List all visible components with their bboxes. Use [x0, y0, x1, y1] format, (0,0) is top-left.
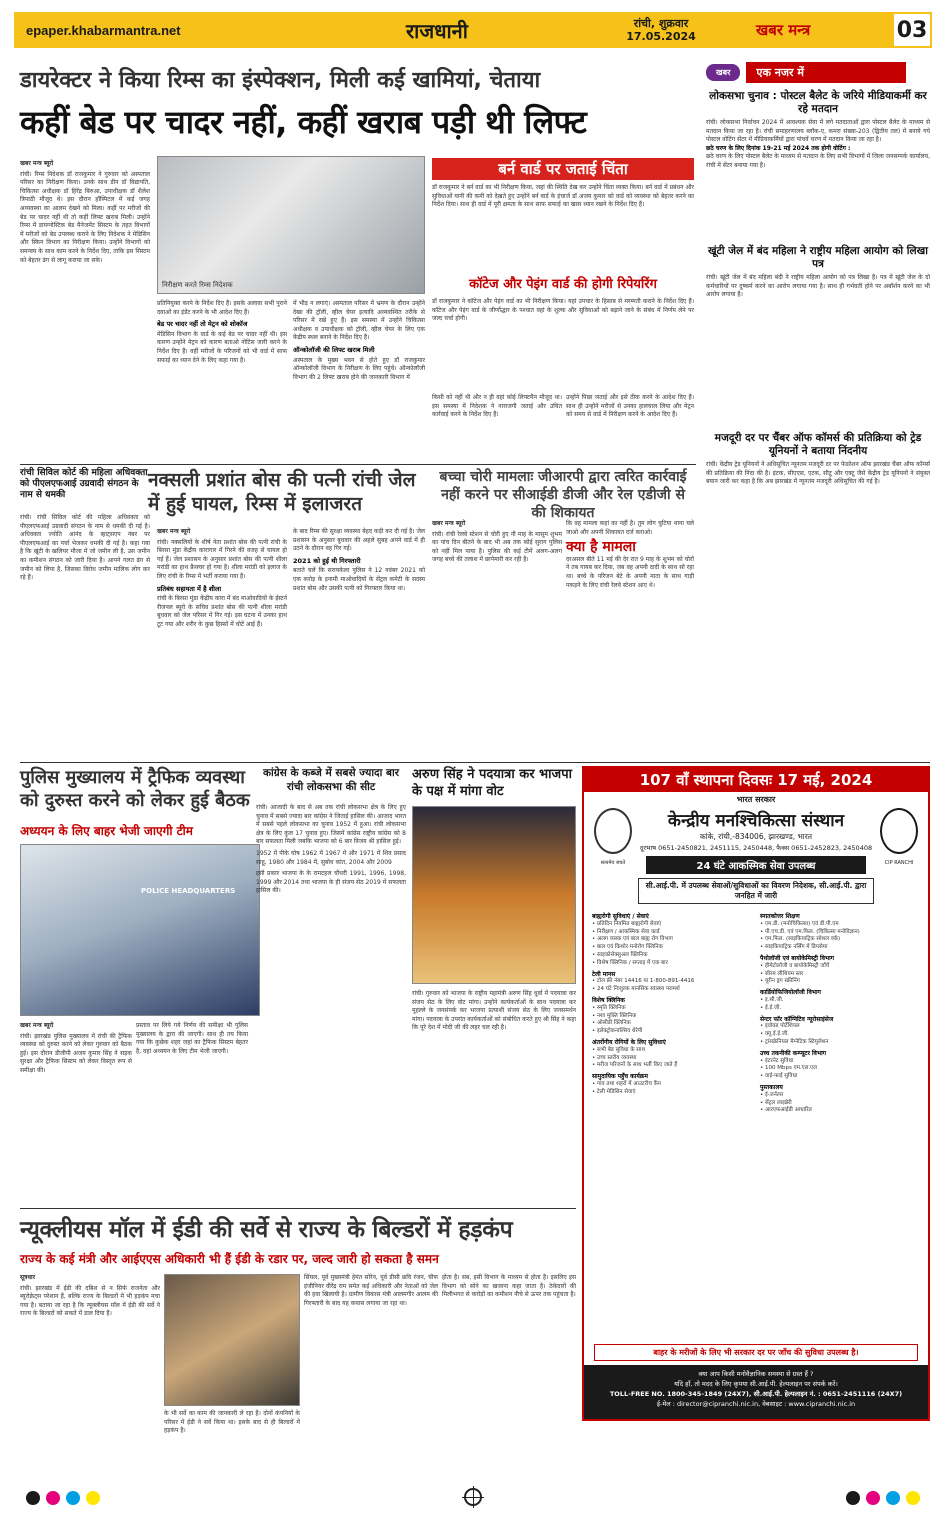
ad-foundation-day: 107 वाँ स्थापना दिवसः 17 मई, 2024	[584, 768, 928, 792]
cip-advertisement	[582, 766, 930, 1421]
kya-hai-mamla-title: क्या है मामला	[566, 539, 636, 556]
black-dot	[26, 1491, 40, 1505]
ad-list-item: • इलेक्ट्रोकन्वल्सिव थेरेपी	[592, 1028, 643, 1035]
lead-col3	[293, 300, 425, 462]
khabar-pill: खबर	[706, 64, 740, 81]
divider	[20, 464, 696, 465]
ad-list-item: • इ.सी.जी.	[760, 996, 784, 1003]
lead-photo-caption: निरीक्षण करते रिम्स निदेशक	[162, 281, 233, 289]
postal-ballot-headline: लोकसभा चुनाव : पोस्टल बैलेट के जरिये मीडियाकर्मी कर रहे मतदान	[709, 90, 927, 115]
lead-col3-subhead: ऑन्कोलॉजी की लिफ्ट खराब मिली	[293, 345, 375, 354]
ad-list-item: • 24 घंटे निःशुल्क मानसिक स्वास्थ्य परामर्श	[592, 986, 680, 993]
civil-court-headline: रांची सिविल कोर्ट की महिला अधिवक्ता को पीएलएफआई उग्रवादी संगठन के नाम से धमकी	[20, 468, 148, 500]
burn-ward-banner: बर्न वार्ड पर जताई चिंता	[432, 158, 694, 180]
ad-section-heading: अंतर्रोगीय रोगियों के लिए सुविधाएं	[592, 1038, 666, 1046]
ad-section-heading: स्नातकोत्तर शिक्षण	[760, 913, 800, 920]
kya-hai-mamla-body: दरअसल बीते 11 मई की देर रात 9 माह के शुभम को चोरों ने तब गायब कर दिया, जब वह अपनी दादी के साथ सो रहा था। बच्चे के परिजन बेटे के अपनी माता के साथ गाड़ी पकड़ने के लिए रांची रेलवे स्टेशन आए थे।	[566, 555, 694, 589]
ad-list-item: • ओसीडी क्लिनिक	[592, 1020, 631, 1027]
ad-phone: दूरभाष 0651-2450821, 2451115, 2450448, फैक्स 0651-2452823, 2450408	[639, 844, 873, 852]
postal-ballot-body	[706, 119, 930, 237]
ek-nazar-strip	[706, 62, 930, 82]
ad-list-item: • प्रतिदिन नियमित बाह्यरोगी सेवाएं	[592, 920, 662, 927]
right-column	[706, 86, 930, 762]
ad-list-item: • क्यू.ई.ई.जी.	[760, 1031, 790, 1038]
ad-list-item: • स्मृति क्लिनिक	[592, 1004, 626, 1011]
burn-ward-body: डॉ राजकुमार ने बर्न वार्ड का भी निरीक्षण किया, जहां की स्थिति देख कर उन्होंने चिंता व्यक्त किया। बर्न वार्ड में प्रबंधन और सुविधाओं यानी की कमी को देखते हुए उन्होंने बर्न वार्ड के इंचार्ज डॉ अजय कुमार को वार्ड को व्यवस्था को बेहतर करने का निर्देश दिया। साथ ही वार्ड में पूरी क्षमता के साथ साफ सफाई का खास ध्यान रखने के निर्देश दिए हैं।	[432, 184, 694, 209]
postal-ballot-text: रांची। लोकसभा निर्वाचन 2024 में आवश्यक सेवा में लगे मतदाताओं द्वारा पोस्टल बैलेट के माध्यम से मतदान किया जा रहा है। रांची समाहरणालय ब्लॉक-ए, कमरा संख्या-203 (द्वितीय तल) में बनाये गये पोस्टल वोटिंग सेंटर में मीडियाकर्मियों द्वारा पांचवें चरण में मतदान किया जा रहा है।	[706, 119, 930, 144]
ad-col-left	[592, 910, 752, 1115]
black-dot	[846, 1491, 860, 1505]
brand-logo: खबर मन्त्र	[756, 21, 811, 39]
cyan-dot	[66, 1491, 80, 1505]
lead-col2-body: मेडिसिन विभाग के वार्ड के कई बेड पर चादर नहीं थी। इस कारण उन्होंने मेट्रन को कारण बताओ नोटिस जारी करने के निर्देश दिए हैं। वहीं मरीजों के परिजनों को भी वार्ड में साफ सफाई का ध्यान देने के लिए कहा गया है।	[157, 330, 287, 364]
congress-headline: कांग्रेस के कब्जे में सबसे ज्यादा बार रांची लोकसभा की सीट	[262, 767, 399, 793]
ad-list-item: • पी.एच.डी. एवं एम.फिल. (चिकित्सा मनोविज्ञान)	[760, 928, 860, 935]
arun-singh-headline: अरुण सिंह ने पदयात्रा कर भाजपा के पक्ष में मांगा वोट	[412, 767, 572, 799]
naxal-byline: खबर मन्त्र ब्यूरो	[157, 528, 191, 535]
congress-text: रांची। आजादी के बाद से अब तक रांची लोकसभा क्षेत्र के लिए हुए चुनाव में सबसे ज्यादा बार कांग्रेस ने जिताई हासिल की। आजाद भारत में सबसे पहले लोकसभा का चुनाव 1952 में हुआ। रांची लोकसभा क्षेत्र के लिए कुल 17 चुनाव हुए। जिसमें कांग्रेस राष्ट्रीय कांग्रेस को 8 बार सफलता मिली जबकि भाजपा को 6 बार विजय श्री हासिल हुई।	[256, 804, 406, 846]
lead-col1	[20, 160, 150, 460]
traffic-subheadline: अध्ययन के लिए बाहर भेजी जाएगी टीम	[20, 824, 193, 838]
lead-byline: खबर मन्त्र ब्यूरो	[20, 160, 54, 167]
child-theft-col2-text: कि वह मामला कहां का नहीं है। तुम लोग चुटिया थाना चले जाओ और अपनी शिकायत दर्ज कराओ।	[566, 520, 694, 536]
rims-inspection-photo	[157, 156, 425, 294]
ad-section-heading: विशेष क्लिनिक	[592, 996, 625, 1004]
magenta-dot	[866, 1491, 880, 1505]
ad-col-right	[760, 910, 920, 1115]
traffic-byline: खबर मन्त्र ब्यूरो	[20, 1022, 54, 1029]
traffic-meeting-photo	[20, 844, 260, 1016]
ad-list-item: • मरीज परिजनों के साथ भर्ती किए जाते हैं	[592, 1062, 678, 1069]
cyan-dot	[886, 1491, 900, 1505]
postal-ballot-text2: छठे चरण के लिए पोस्टल बैलेट के माध्यम से मतदान के लिए सभी विभागों में जिला जनसम्पर्क कार्यालय, रांची में सेंटर बनाया गया है।	[706, 153, 930, 169]
ad-footer-2: यदि हाँ, तो मदद के लिए कृपया सी.आई.पी. हेल्पलाइन पर संपर्क करें।	[674, 1380, 838, 1388]
ad-footer-4[interactable]: ई-मेल : director@cipranchi.nic.in, वेबसाइट : www.cipranchi.nic.in	[656, 1400, 856, 1408]
ad-section-heading: कार्डियोफिजियोलॉजी विभाग	[760, 989, 821, 997]
child-theft-body: रांची। रांची रेलवे स्टेशन से चोरी हुए नौ माह के मासूम शुभम का पांच दिन बीतने के बाद भी अब तक कोई सुराग पुलिस को नहीं मिल पाया है। पुलिस की कई टीमें अलग-अलग जगह बच्चे की तलाश में छापेमारी कर रही है।	[432, 530, 562, 564]
trade-union-body: रांची। केंद्रीय ट्रेड यूनियनों ने अधिसूचित न्यूनतम मजदूरी दर पर फेडरेशन ऑफ झारखंड चैंबर ऑफ कॉमर्स की प्रतिक्रिया की निंदा की है। इंटक, सीएएस, एटक, सीटू और एक्टू जैसे केंद्रीय ट्रेड यूनियनों ने संयुक्त बयान जारी कर कहा है कि अब झारखंड में न्यूनतम मजदूरी अधिसूचित की गई है।	[706, 461, 930, 486]
ad-list-item: • टोल फ्री नंबर 14416 या 1-800-891-4416	[592, 978, 695, 985]
ad-list-item: • हीमेटोलॉजी व बायोकेमिस्ट्री जाँचें	[760, 962, 830, 969]
ad-address: कांके, रांची,-834006, झारखण्ड, भारत	[699, 832, 813, 841]
ad-list-item: • विशेष क्लिनिक / सप्ताह में एक बार	[592, 959, 668, 966]
ed-subheadline: राज्य के कई मंत्री और आईएएस अधिकारी भी हैं ईडी के रडार पर, जल्द जारी हो सकता है समन	[20, 1252, 439, 1266]
naxal-col3-subhead: 2021 को हुई थी गिरफ्तारी	[293, 556, 361, 565]
ad-list-item: • ट्रांसक्रेनियल मैग्नेटिक स्टिमुलेशन	[760, 1038, 829, 1045]
ad-footer-1: क्या आप किसी मनोवैज्ञानिक समस्या से ग्रस्त हैं ?	[698, 1370, 814, 1378]
ad-list-item: • साइकोसेक्सुअल क्लिनिक	[592, 951, 648, 958]
congress-body	[256, 804, 406, 1202]
lead-headline: कहीं बेड पर चादर नहीं, कहीं खराब पड़ी थी लिफ्ट	[20, 103, 587, 141]
ed-col1	[20, 1274, 160, 1482]
ad-list-item: • गांव तथा शहरों में आउटरीच कैंप	[592, 1080, 661, 1087]
congress-text2: इसी प्रकार भाजपा के के रामटहल चौधरी 1991, 1996, 1998, 1999 और 2014 तथा भाजपा के ही संजय सेठ 2019 में सफलता हासिल की।	[256, 870, 406, 895]
lead-col3-body: अस्पताल के मुख्य भवन से होते हुए डॉ राजकुमार ऑन्कोलॉजी विभाग के निरीक्षण के लिए पहुंचे। ऑन्कोलॉजी विभाग की 2 लिफ्ट खराब होने की जानकारी विभाग में	[293, 356, 425, 381]
child-theft-headline: बच्चा चोरी मामलाः जीआरपी द्वारा त्वरित कार्रवाई नहीं करने पर सीआईडी डीजी और रेल एडीजी से की शिकायत	[439, 469, 687, 521]
naxal-body: रांची। नक्सलियों के शीर्ष नेता प्रशांत बोस की पत्नी रांची के बिरसा मुंडा केंद्रीय कारागार में गिरने की वजह से घायल हो गई हैं। जेल प्रशासन के अनुसार प्रशांत बोस की पत्नी शीला मरांडी का हाथ फ्रैक्चर हो गया है। शीला मरांडी को इलाज के लिए रांची के रिम्स में भर्ती कराया गया है।	[157, 538, 287, 580]
cottage-headline: कॉटेज और पेइंग वार्ड की होगी रिपेयरिंग	[469, 277, 657, 292]
emblem-label: सत्यमेव जयते	[600, 860, 626, 866]
naxal-col3-body: बताते चलें कि सरायकेला पुलिस ने 12 नवंबर 2021 को एक करोड़ के इनामी माओवादियों के सेंट्रल कमेटी के सदस्य प्रशांत बोस और उसकी पत्नी को गिरफ्तार किया था।	[293, 567, 425, 592]
lead-col2	[157, 300, 287, 462]
ed-col5: के भी सर्वे का काम की जानकारी ले रहा है। दोनों कंपनियों के परिसर में ईडी ने सर्वे किया था। इसके बाद से ही बिल्डरों में हड़कंप है।	[164, 1410, 300, 1435]
child-theft-byline: खबर मन्त्र ब्यूरो	[432, 520, 466, 527]
naxal-headline: नक्सली प्रशांत बोस की पत्नी रांची जेल में हुई घायल, रिम्स में इलाजरत	[148, 469, 416, 515]
ed-byline: सूत्रधार	[20, 1274, 36, 1281]
ad-list-item: • सीरम लीथियम स्तर	[760, 970, 804, 977]
ad-section-heading: सेन्टर फॉर कॉग्निटिव न्यूरोसाइंसेज	[760, 1015, 834, 1023]
ad-section-heading: टेली मानस	[592, 970, 616, 978]
padyatra-photo	[412, 806, 576, 984]
ad-section-heading: पैथोलॉजी एवं बायोकेमिस्ट्री विभाग	[760, 954, 835, 962]
naxal-body2: रांची के बिरसा मुंडा केंद्रीय कारा में बंद माओवादियों के ईस्टर्न रीजनल ब्यूरो के सचिव प्रशांत बोस की पत्नी शीला मरांडी बुधवार को जेल परिसर में गिर गई। इस घटना में उनका हाथ टूट गया और शरीर के कुछ हिस्सों में चोटें आई हैं।	[157, 595, 287, 628]
ad-org: केन्द्रीय मनश्चिकित्सा संस्थान	[667, 811, 845, 831]
ad-list-item: • ई-जर्नल्स	[760, 1091, 784, 1098]
ad-columns	[584, 904, 928, 1121]
civil-court-body: रांची। रांची सिविल कोर्ट की महिला अधिवक्ता को पीएलएफआई उग्रवादी संगठन के नाम से धमकी दी गई है। अधिवक्ता ज्योति आनंद के व्हाट्सएप नंबर पर पीएलएफआई का पर्चा भेजकर धमकी दी गई है। कहा गया है कि खूंटी के खलियर मौजा में जो जमीन ली है, उस जमीन का कमीशन संगठन को जारी दिया है। आपने गलत ढंग से जमीन को लिया है, जिसका विरोध जमीन मालिक लोग कर रहे हैं।	[20, 514, 150, 582]
naxal-col3: के बाद रिम्स की सुरक्षा व्यवस्था बेहद कड़ी कर दी गई है। जेल प्रशासन के अनुसार बुधवार की अहले सुबह अपने वार्ड में ही उठने के दौरान वह गिर गई।	[293, 528, 425, 553]
ek-nazar-label: एक नजर में	[746, 62, 906, 83]
traffic-col2: प्रस्ताव पर लिये गये निर्णय की समीक्षा भी पुलिस मुख्यालय के द्वारा की जाएगी। साथ ही तय किया गया कि कुछेक शहर जहां का ट्रैफिक सिस्टम बेहतर है, वहां अध्ययन के लिए टीम भेजी जाएगी।	[136, 1022, 248, 1055]
cottage-col-b: उन्होंने पिछा जताई और इसे ठीक करने के आदेश दिए हैं। साथ ही उन्होंने मरीजों से उनका हालचाल लिया और मेट्रन को समय से वार्ड में निरीक्षण करने के आदेश दिए हैं।	[566, 394, 694, 419]
ad-section-heading: बाह्यरोगी सुविधाएं / सेवाएं	[592, 913, 649, 920]
ad-list-item: • साइकियाट्रिक नर्सिंग में डिप्लोमा	[760, 944, 828, 951]
ad-list-item: • ई.ई.जी.	[760, 1004, 782, 1011]
ad-list-item: • एम.डी. (मनोचिकित्सा) एवं डी.पी.एम	[760, 920, 839, 927]
lead-col2-text: प्रतिनियुक्त करने के निर्देश दिए हैं। इसके अलावा सभी पुराने दवाओं का इंडेंट करने के भी आदेश दिए हैं।	[157, 300, 287, 316]
ed-col3: सिंघल, पूर्व मुख्यमंत्री हेमंत सोरेन, पूर्व डीसी छवि रंजन, चीफ इंजीनियर वीरेंद्र राम समेत कई अधिकारी और नेताओं को जेल की हवा खिलायी है। ग्रामीण विकास मंत्री आलमगीर आलम की गिरफ्तारी के बाद यह कयास लगाया जा रहा था।	[304, 1274, 438, 1307]
crosshair-icon	[464, 1488, 482, 1506]
cottage-col-a: किसी को नहीं थी और न ही वहां कोई लिफ्टमैन मौजूद था। इस समस्या में निदेशक ने नाराजगी जताई और उचित कार्रवाई करने के निर्देश दिए हैं।	[432, 394, 562, 419]
lead-col3-text: में भीड़ न लगाएं। अस्पताल परिसर में भ्रमण के दौरान उन्होंने देखा की ट्रॉली, व्हील चेयर इत्यादि अव्यवस्थित तरीके से परिसर में रखे हुए हैं। इस समस्या में उन्होंने चिकित्सा अधीक्षक व उपाधीक्षक को ट्रॉली, व्हील चेयर के लिए एक केंद्रीय स्थल बनाने के निर्देश दिए हैं।	[293, 300, 425, 342]
lead-kicker: डायरेक्टर ने किया रिम्स का इंस्पेक्शन, मिली कई खामियां, चेताया	[20, 68, 541, 93]
ad-section-heading: पुस्तकालय	[760, 1083, 783, 1091]
congress-years: 1952 में पीके घोष 1962 में 1967 में और 1971 में शिव प्रसाद साहू, 1980 और 1984 में, सुबोध कांत, 2004 और 2009	[256, 849, 406, 866]
trade-union-headline: मजदूरी दर पर चैंबर ऑफ कॉमर्स की प्रतिक्रिया को ट्रेड यूनियनों ने बताया निंदनीय	[714, 432, 922, 457]
page-number: 03	[892, 12, 932, 48]
khunti-jail-body: रांची। खूंटी जेल में बंद महिला बंदी ने राष्ट्रीय महिला आयोग को पत्र लिखा है। पत्र में खूंटी जेल के दो कर्मचारियों पर दुष्कर्म करने का आरोप लगाया गया है। साथ ही गर्भवती होने पर अबॉर्शन करने का भी आरोप लगाया है।	[706, 274, 930, 299]
ad-list-item: • निरीक्षण / आकस्मिक सेवा कार्ड	[592, 928, 660, 935]
magenta-dot	[46, 1491, 60, 1505]
naxal-col2	[293, 528, 425, 758]
ad-emergency: 24 घंटे आकस्मिक सेवा उपलब्ध	[646, 856, 866, 874]
naxal-col1	[157, 528, 287, 758]
yellow-dot	[86, 1491, 100, 1505]
site-url[interactable]: epaper.khabarmantra.net	[26, 22, 181, 38]
khunti-jail-headline: खूंटी जेल में बंद महिला ने राष्ट्रीय महिला आयोग को लिखा पत्र	[708, 245, 928, 270]
ad-section-heading: उच्च तकनीकी कम्प्यूटर विभाग	[760, 1049, 827, 1057]
date-block	[606, 17, 716, 43]
ad-list-item: • आरएफआईडी आधारित	[760, 1107, 812, 1114]
naxal-subhead: प्रतिबंध सहायता में है शीला	[157, 584, 222, 593]
ad-list-item: • बाल एवं किशोर मनोरोग क्लिनिक	[592, 944, 663, 951]
ad-list-item: • यूरीन ड्रग स्क्रीनिंग	[760, 978, 800, 985]
ed-body: रांची। झारखंड में ईडी की दबिश से न सिर्फ राजनेता और ब्यूरोक्रेट्स परेशान हैं, बल्कि राज्य के बिल्डरों में भी हड़कंप मचा गया है। बताया जा रहा है कि न्यूक्लीयस मॉल में ईडी की सर्वे ने राज्य के बिल्डरों को सकते में डाल दिया है।	[20, 1284, 160, 1318]
national-emblem-icon	[594, 808, 632, 866]
traffic-body: रांची। झारखंड पुलिस मुख्यालय में रांची की ट्रैफिक व्यवस्था को दुरुस्त करने को लेकर गुरुवार को बैठक हुई। इस दौरान डीजीपी अजय कुमार सिंह ने सड़क सुरक्षा और ट्रैफिक सिस्टम को लेकर विस्तृत रूप से समीक्षा की।	[20, 1032, 132, 1074]
ad-footer-3[interactable]: TOLL-FREE NO. 1800-345-1849 (24X7), सी.आई.पी. हेल्पलाइन नं. : 0651-2451116 (24X7)	[609, 1390, 903, 1398]
ad-list-item: • नशा मुक्ति क्लिनिक	[592, 1012, 637, 1019]
traffic-photo-caption: POLICE HEADQUARTERS	[141, 887, 236, 895]
ad-list-item: • अलग व्यस्क एवं बाल बाह्य रोग विभाग	[592, 936, 673, 943]
section-name: राजधानी	[406, 18, 468, 43]
ad-list-item: • इवोक्ड पोटेंशियल	[760, 1023, 800, 1030]
traffic-headline: पुलिस मुख्यालय में ट्रैफिक व्यवस्था को दुरुस्त करने को लेकर हुई बैठक	[20, 767, 250, 811]
ad-services: सी.आई.पी. में उपलब्ध सेवाओं/सुविधाओं का विवरण निदेशक, सी.आई.पी. द्वारा जनहित में जारी	[638, 878, 874, 904]
lead-col2-subhead: बेड पर चादर नहीं तो मेट्रन को शोकॉज	[157, 320, 248, 329]
child-theft-col1	[432, 520, 562, 758]
ad-footer	[584, 1365, 928, 1419]
ad-gov: भारत सरकार	[736, 795, 776, 804]
ad-list-item: • टेली मेडिसिन सेवाएं	[592, 1088, 636, 1095]
lead-body: रांची। रिम्स निदेशक डॉ राजकुमार ने गुरुवार को अस्पताल परिसर का निरीक्षण किया। उनके साथ डीन डॉ विद्यापति, चिकित्सा अधीक्षक डॉ हिरेंद्र बिरुआ, उपाधीक्षक डॉ शैलेश त्रिपाठी मौजूद थे। इस दौरान हॉस्पिटल में कई जगह अव्यवस्था का आलम देखने को मिला। कहीं पर मरीजों की बेड पर चादर नहीं थी तो कहीं लिफ्ट खराब मिली। उन्होंने रिम्स में डायग्नोस्टिक बेड मैनेजमेंट सिस्टम के तहत विभागों में मरीजों को बेड उपलब्ध कराने के लिए निदेशक ने मेडिसिन और स्किन विभाग का निरीक्षण किया। उन्होंने विभागों को समन्वय के साथ काम करने के निर्देश दिए, ताकि इस सिस्टम को बेहतर ढंग से लागू कराया जा सके।	[20, 170, 150, 264]
ad-list-item: • 100 Mbps एम.एल.एल	[760, 1065, 817, 1072]
ad-list-item: • वाई-फाई सुविधा	[760, 1073, 798, 1080]
ad-list-item: • इंटरनेट सुविधा	[760, 1057, 794, 1064]
ed-mall-photo	[164, 1274, 300, 1406]
ed-headline: न्यूक्लीयस मॉल में ईडी की सर्वे से राज्य के बिल्डरों में हड़कंप	[20, 1217, 513, 1243]
ad-footer-red: बाहर के मरीजों के लिए भी सरकार दर पर जाँच की सुविधा उपलब्ध है।	[594, 1344, 918, 1361]
cottage-body: डॉ राजकुमार ने कॉटेज और पेइंग वार्ड का भी निरीक्षण किया। यहां उपचार के हिसाब से मरम्मती कराने के निर्देश दिए हैं। कॉटेज और पेइंग वार्ड के जीर्णोद्धार के पश्चात वहां के शुल्क और सुविधाओं को बढ़ाने जाने के संबंध में निर्णय लेने पर जल्द चर्चा होगी।	[432, 298, 694, 323]
ad-list-item: • सभी बेड सुविधा के साथ	[592, 1046, 645, 1053]
ed-col4: होता है। सब, इसी विभाग के माध्यम से होता है। इसलिए इस विभाग को सोने का खजाना कहा जाता है। ठेकेदारों की मिलीभगत से करोड़ों का कमीशन नीचे से ऊपर तक पहुंचता है।	[442, 1274, 576, 1299]
cip-logo-label: CIP RANCHI	[884, 860, 914, 866]
divider	[20, 1208, 576, 1209]
traffic-col1	[20, 1022, 132, 1202]
issue-date: 17.05.2024	[626, 30, 696, 43]
city-day: रांची, शुक्रवार	[633, 17, 689, 30]
cip-logo-icon	[880, 808, 918, 866]
ad-list-item: • सेंट्रल लाइब्रेरी	[760, 1099, 792, 1106]
divider	[20, 762, 930, 763]
yellow-dot	[906, 1491, 920, 1505]
ad-list-item: • उच्च स्तरीय व्यवस्था	[592, 1054, 637, 1061]
top-bar	[14, 12, 932, 48]
child-theft-col2	[566, 520, 694, 758]
ad-section-heading: सामुदायिक पहुँच कार्यक्रम	[592, 1073, 649, 1081]
postal-ballot-bold: छठे चरण के लिए दिनांक 19-21 मई 2024 तक होगी वोटिंग :	[706, 144, 851, 152]
arun-singh-body: रांची। गुरुवार को भाजपा के राष्ट्रीय महामंत्री अरुण सिंह धुर्वा में पदयात्रा कर संजय सेठ के लिए वोट मांगा। उन्होंने कार्यकर्ताओं के साथ पदयात्रा कर मुहल्ले के जनसंपर्क कर भाजपा प्रत्याशी संजय सेठ के लिए जनसमर्थन मांगा। पदयात्रा के उपरांत कार्यकर्ताओं को संबोधित करते हुए श्री सिंह ने कहा कि पूरे देश में मोदी जी की लहर चल रही है।	[412, 990, 576, 1032]
ad-list-item: • एम.फिल. (साइकियाट्रिक सोशल वर्क)	[760, 936, 841, 943]
